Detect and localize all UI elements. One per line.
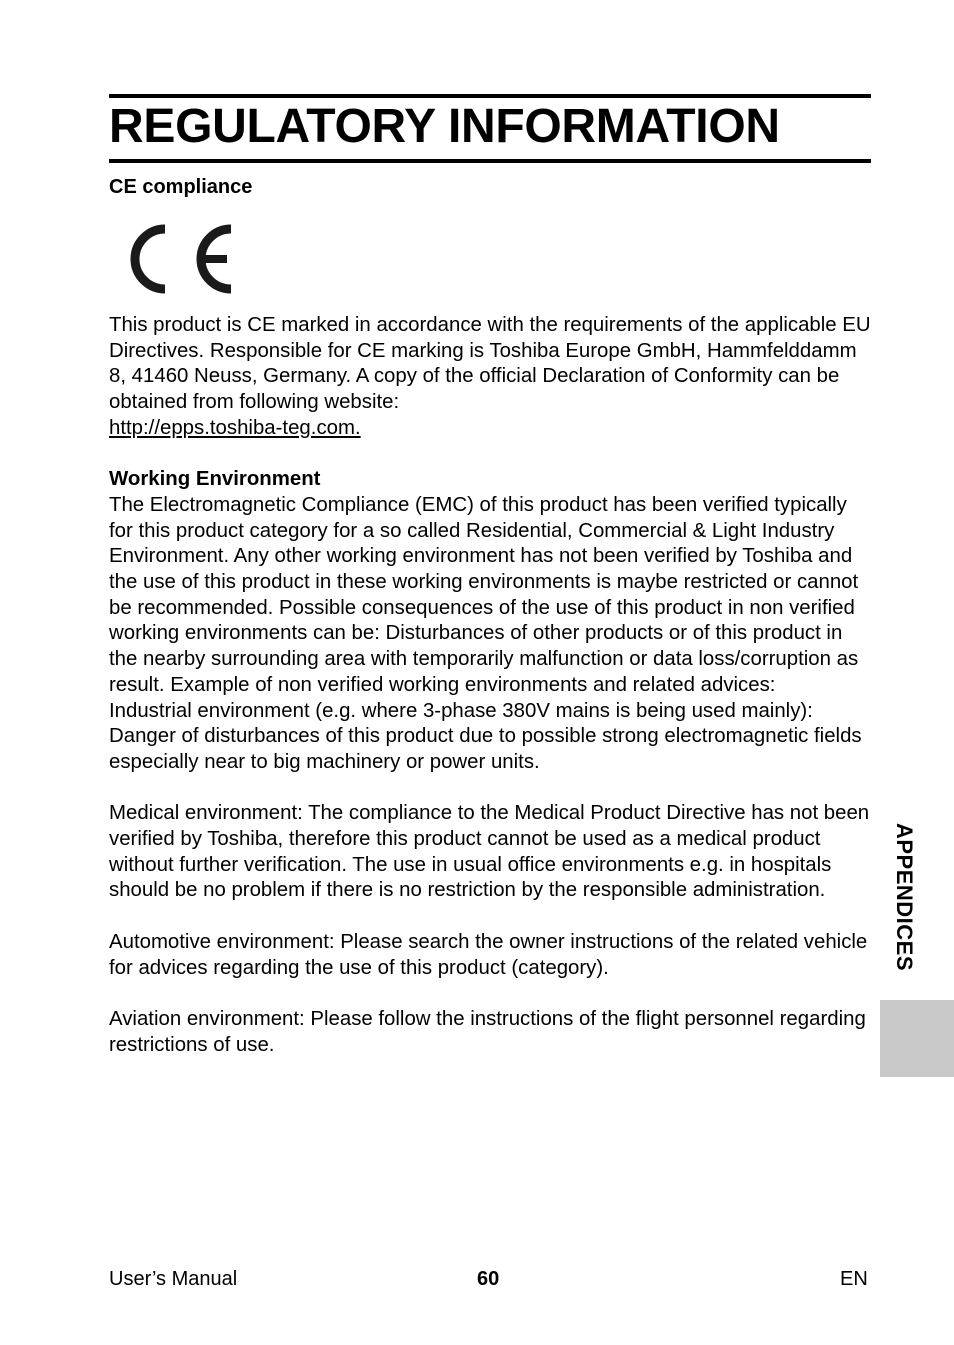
footer-page-number: 60 <box>477 1268 500 1290</box>
automotive-environment-text: Automotive environment: Please search the owner instructions of the related vehicle for advices regarding the use of this product (category). <box>109 930 868 979</box>
page-title: REGULATORY INFORMATION <box>109 100 780 153</box>
ce-paragraph <box>109 313 874 442</box>
ce-compliance-heading: CE compliance <box>109 176 253 198</box>
aviation-environment-text: Aviation environment: Please follow the instructions of the flight personnel regarding restrictions of use. <box>109 1007 866 1056</box>
working-environment-paragraph <box>109 467 874 775</box>
main-content <box>109 313 874 1084</box>
working-environment-intro: The Electromagnetic Compliance (EMC) of this product has been verified typically for this product category for a so called Residential, Commercial & Light Industry Environment. Any other working environment has not been verified by Toshiba and the use of this product in these working environments is maybe restricted or cannot be recommended. Possible consequences of the use of this product in non verified working environments can be: Disturbances of other products or of this product in the nearby surrounding area with temporarily malfunction or data loss/corruption as result. Example of non verified working environments and related advices: <box>109 493 859 696</box>
ce-body-text: This product is CE marked in accordance with the requirements of the applicable EU Directives. Responsible for CE marking is Toshiba Europe GmbH, Hammfelddamm 8, 41460 Neuss, Germany. A copy of the official Declaration of Conformity can be obtained from following website: <box>109 314 871 414</box>
appendices-tab-marker <box>880 1000 954 1077</box>
industrial-environment-text: Industrial environment (e.g. where 3-phase 380V mains is being used mainly): Danger of disturbances of this product due to possible strong electromagnetic fields especially near to big machinery or power units. <box>109 699 862 773</box>
footer-language: EN <box>840 1268 868 1290</box>
title-bottom-rule <box>109 159 871 163</box>
appendices-tab-label: APPENDICES <box>892 823 917 972</box>
conformity-link[interactable]: http://epps.toshiba-teg.com. <box>109 416 361 439</box>
footer-manual-label: User’s Manual <box>109 1268 238 1290</box>
working-environment-heading: Working Environment <box>109 468 321 491</box>
medical-environment-text: Medical environment: The compliance to the Medical Product Directive has not been verified by Toshiba, therefore this product cannot be used as a medical product without further verification. The use in usual office environments e.g. in hospitals should be no problem if there is no restriction by the responsible administration. <box>109 802 870 902</box>
ce-mark-icon <box>125 219 237 299</box>
